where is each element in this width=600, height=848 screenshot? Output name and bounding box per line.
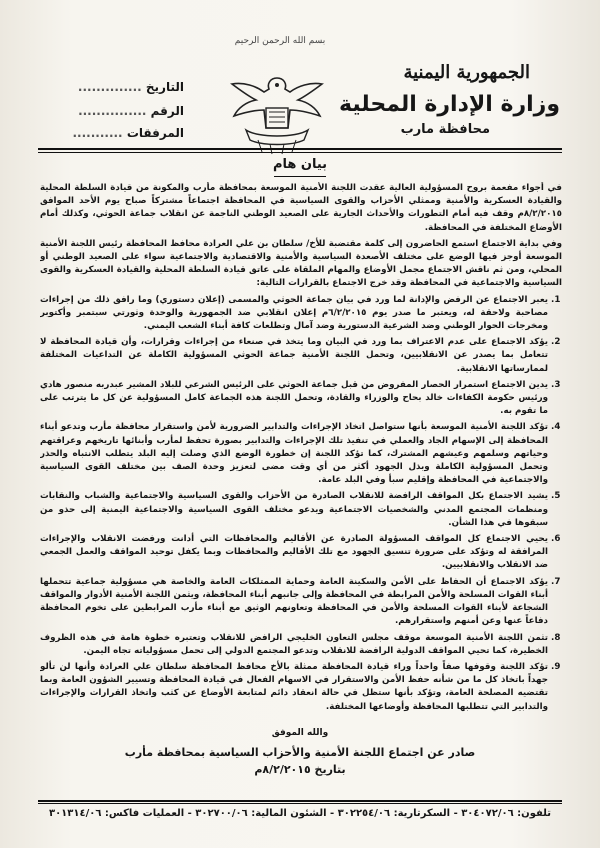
reference-field: الرقم ............... [78,104,184,118]
decision-item: 4. تؤكد اللجنة الأمنية الموسعة بأنها ستواصل اتخاذ الإجراءات والتدابير الضرورية لأمن واستقرار محافظة مأرب وتدعو أبناء المحافظة إلى الإسهام الجاد والعملي في تنفيذ تلك الإجراءات والتدابير بصورة تحفظ لمأرب وأبنائها تاريخهم وعراقتهم وحياتهم وسلمهم وعيشهم المشترك، كما تؤكد اللجنة إن خطورة الوضع الذي وصلت إليه البلد يتطلب الانتباه والحذر وتحمل المسؤولية الكاملة وبذل الجهود أكثر من أي وقت مضى لتعزيز وحدة الصف بين مختلف القوى السياسية والاجتماعية في المحافظة وإقليم سبأ وفي البلد عامة. [40,421,548,487]
decision-item: 2. يؤكد الاجتماع على عدم الاعتراف بما ورد في البيان وما يتخذ في صنعاء من إجراءات وقرارات، وأن قيادة المحافظة لا تتعامل بما يصدر عن الانقلابيين، وتحمل اللجنة الأمنية جماعة الحوثي المسؤولية الكاملة عن التداعيات المختلفة لممارساتها الانقلابية. [40,336,548,376]
republic-name: الجمهورية اليمنية [403,62,530,83]
opening-paragraph: وفي بداية الاجتماع استمع الحاضرون إلى كلمة مقتضبة للأخ/ سلطان بن علي العرادة محافظ المحافظة رئيس اللجنة الأمنية الموسعة أوجز فيها الوضع على مختلف الأصعدة السياسية والأمنية والاقتصادية والاجتماعية سواء على الصعيد الوطني أو المحلي، ومن ثم ناقش الاجتماع مجمل الأوضاع والمهام الملقاة على عاتق قيادة السلطة المحلية والقيادة العسكرية والقوى السياسية والاجتماعية في المحافظة وقد خرج الاجتماع بالقرارات التالية: [40,238,562,289]
closing-phrase: والله الموفق [271,728,329,738]
decision-item: 7. يؤكد الاجتماع أن الحفاظ على الأمن والسكينة العامة وحماية الممتلكات العامة والخاصة هي مسؤولية جماعية تتحملها أبناء القوات المسلحة والأمن المرابطة في المحافظة وإلى جانبهم أبناء المحافظة، ويثمن اللجنة الأمنية الأدوار والمواقف الشجاعة لأبناء القوات المسلحة والأمن في المحافظة وتعاونهم الوثيق مع أبناء مأرب المرابطين على تخوم المحافظة دفاعاً عنها وعن أمنهم واستقرارهم. [40,576,548,629]
statement-body [40,182,562,722]
footer-contacts: تلفون: ٣٠٤٠٧٢/٠٦ - السكرتارية: ٣٠٢٢٥٤/٠٦ - الشئون المالية: ٣٠٢٧٠٠/٠٦ - العمليات فاكس: ٣٠١٣١٤/٠٦ [48,808,552,819]
header-divider [38,148,562,150]
footer-divider-thin [38,803,562,804]
attachments-label: المرفقات [126,126,184,140]
date-field: التاريخ .............. [77,80,184,94]
date-label: التاريخ [145,80,184,94]
governorate-name: محافظة مارب [400,122,490,137]
footer-divider [38,800,562,802]
decision-item: 9. تؤكد اللجنة وقوفها صفاً واحداً وراء قيادة المحافظة ممثلة بالأخ محافظ المحافظة سلطان علي العرادة وأنها لن تألو جهداً باتخاذ كل ما من شأنه حفظ الأمن والاستقرار في الاسهام الفعال في قيادة المحافظة وتسيير الشؤون العامة وبما تقتضيه المصلحة العامة، وتؤكد بأنها ستظل في حالة انعقاد دائم لمتابعة الأوضاع عن كثب واتخاذ القرارات والإجراءات والتدابير التي تتطلبها المحافظة وأوضاعها المختلفة. [40,661,548,714]
decision-item: 6. يحيي الاجتماع كل المواقف المسؤولة الصادرة عن الأقاليم والمحافظات التي أدانت ورفضت الانقلاب والإجراءات المرافقة له وتؤكد على ضرورة تنسيق الجهود مع تلك الأقاليم والمحافظات وبما يكفل توحيد المواقف والعمل الجمعي ضد الانقلاب والانقلابيين. [40,533,548,573]
yemen-eagle-emblem-icon [222,60,332,160]
issue-date: بتاريخ ٨/٢/٢٠١٥م [254,763,346,776]
closing-block [60,725,540,778]
statement-title: بيان هام [272,157,328,172]
decision-item: 8. تثمن اللجنة الأمنية الموسعة موقف مجلس التعاون الخليجي الرافض للانقلاب وتعتبره خطوة هامة في هذه الظروف الخطيرة، كما تحيي المواقف الدولية الرافضة للانقلاب وتدعو المجتمع الدولي إلى تحمل مسؤولياته تجاه اليمن. [40,632,548,658]
decision-item: 1. يعبر الاجتماع عن الرفض والإدانة لما ورد في بيان جماعة الحوثي والمسمى (إعلان دستوري) وما رافق ذلك من إجراءات مصاحبة ولاحقة له، ويعتبر ما صدر يوم ٦/٢/٢٠١٥م إعلان انقلابي ضد الجمهورية والوحدة وثورتي سبتمبر وأكتوبر ومخرجات الحوار الوطني وضد الشرعية الدستورية وضد آمال وتطلعات كافة أبناء الشعب اليمني. [40,294,548,334]
intro-paragraph: في أجواء مفعمة بروح المسؤولية العالية عقدت اللجنة الأمنية الموسعة بمحافظة مأرب والمكونة من قيادة السلطة المحلية والقيادة العسكرية والأمنية وممثلي الأحزاب والقوى السياسية في المحافظة اجتماعاً مشتركاً صباح يوم الأحد الموافق ٨/٢/٢٠١٥م وقف فيه أمام التطورات والأحداث الجارية على الصعيد الوطني الناجمة عن انقلاب جماعة الحوثي، وكذلك أمام الأوضاع المختلفة في المحافظة. [40,183,562,233]
basmala: بسم الله الرحمن الرحيم [234,36,326,46]
title-underline [274,176,326,177]
decision-item: 5. يشيد الاجتماع بكل المواقف الرافضة للانقلاب الصادرة من الأحزاب والقوى السياسية والاجتماعية والشباب والنقابات ومنظمات المجتمع المدني والشخصيات الاجتماعية ويدعو مختلف القوى السياسية والاجتماعية اليمنية إلى حذو من سبقوها في هذا الشأن. [40,490,548,530]
decisions-list [40,294,562,714]
attachments-field: المرفقات ........... [72,126,184,140]
decision-item: 3. يدين الاجتماع استمرار الحصار المفروض من قبل جماعة الحوثي على الرئيس الشرعي للبلاد المشير عبدربه منصور هادي ورئيس حكومة الكفاءات خالد بحاح والوزراء والقادة، وتحمل اللجنة هذه الجماعة كامل المسؤولية عن كل ما يترتب على ما تقوم به. [40,379,548,419]
reference-label: الرقم [150,104,184,118]
ministry-name: وزارة الإدارة المحلية [339,92,560,117]
header-divider-thin [38,152,562,153]
issuer-line: صادر عن اجتماع اللجنة الأمنية والأحزاب السياسية بمحافظة مأرب [124,746,476,759]
